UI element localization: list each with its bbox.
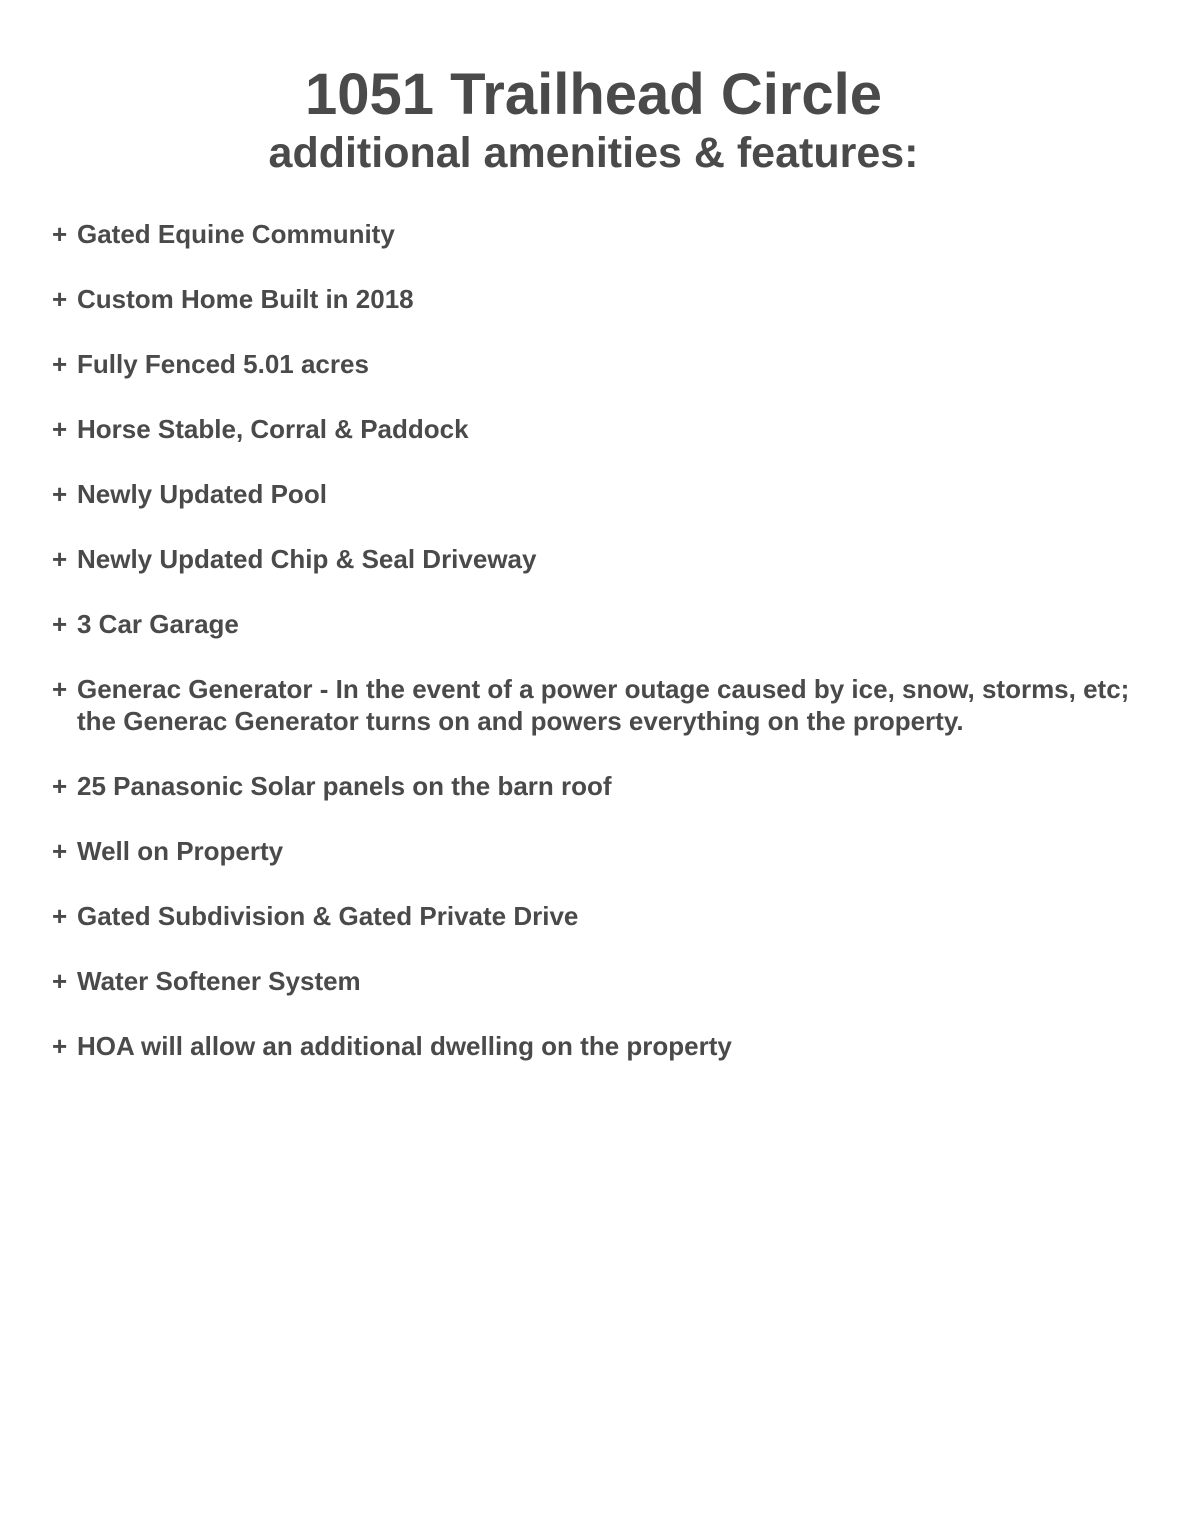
feature-text: Water Softener System xyxy=(77,966,361,996)
features-list xyxy=(52,218,1152,1095)
plus-icon: + xyxy=(52,609,68,639)
feature-text: Horse Stable, Corral & Paddock xyxy=(77,414,469,444)
plus-icon: + xyxy=(52,674,68,704)
feature-text: Generac Generator - In the event of a power outage caused by ice, snow, storms, etc; the Generac Generator turns on and powers everything on the property. xyxy=(77,674,1130,736)
feature-item xyxy=(52,413,1152,445)
feature-text: HOA will allow an additional dwelling on the property xyxy=(77,1031,732,1061)
feature-item xyxy=(52,543,1152,575)
plus-icon: + xyxy=(52,349,68,379)
feature-item xyxy=(52,900,1152,932)
plus-icon: + xyxy=(52,1031,68,1061)
feature-text: Well on Property xyxy=(77,836,284,866)
feature-text: Newly Updated Chip & Seal Driveway xyxy=(77,544,537,574)
feature-text: 25 Panasonic Solar panels on the barn roof xyxy=(77,771,612,801)
feature-item xyxy=(52,283,1152,315)
feature-item xyxy=(52,348,1152,380)
feature-item xyxy=(52,1030,1152,1062)
page-title: 1051 Trailhead Circle xyxy=(304,62,883,127)
feature-item xyxy=(52,673,1152,737)
plus-icon: + xyxy=(52,836,68,866)
plus-icon: + xyxy=(52,219,68,249)
feature-text: Fully Fenced 5.01 acres xyxy=(77,349,369,379)
plus-icon: + xyxy=(52,414,68,444)
plus-icon: + xyxy=(52,771,68,801)
feature-text: Newly Updated Pool xyxy=(77,479,327,509)
feature-item xyxy=(52,835,1152,867)
feature-text: Gated Subdivision & Gated Private Drive xyxy=(77,901,579,931)
feature-text: Gated Equine Community xyxy=(77,219,395,249)
feature-item xyxy=(52,770,1152,802)
page-subtitle: additional amenities & features: xyxy=(268,129,919,177)
plus-icon: + xyxy=(52,966,68,996)
feature-item xyxy=(52,965,1152,997)
feature-item xyxy=(52,608,1152,640)
plus-icon: + xyxy=(52,284,68,314)
plus-icon: + xyxy=(52,544,68,574)
plus-icon: + xyxy=(52,479,68,509)
feature-item xyxy=(52,218,1152,250)
feature-text: Custom Home Built in 2018 xyxy=(77,284,414,314)
feature-item xyxy=(52,478,1152,510)
plus-icon: + xyxy=(52,901,68,931)
feature-text: 3 Car Garage xyxy=(77,609,239,639)
